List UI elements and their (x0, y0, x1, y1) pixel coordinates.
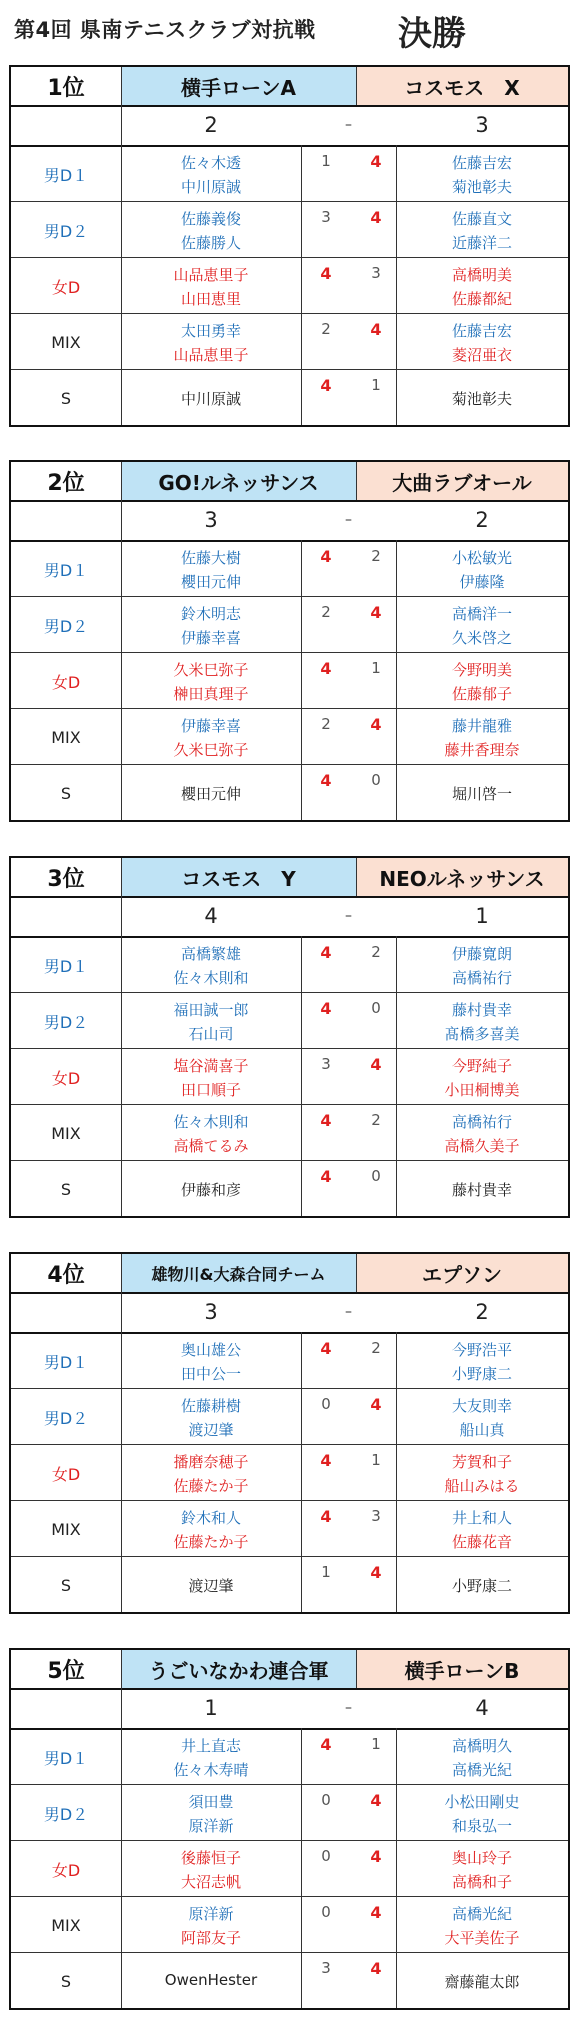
game-row (11, 314, 568, 370)
game-row (11, 258, 568, 314)
game-row (11, 1105, 568, 1161)
player-b: 佐藤吉宏 (451, 322, 512, 340)
game-score-a: 1 (321, 1563, 331, 1581)
game-category: S (60, 1971, 72, 1991)
player-a: 原洋新 (188, 1905, 234, 1923)
game-score-a: 4 (320, 943, 332, 962)
title-row (11, 858, 568, 896)
game-row (11, 1785, 568, 1841)
player-a: 高橋てるみ (173, 1137, 249, 1155)
match-block (9, 856, 570, 1218)
player-a: 山田恵里 (180, 290, 241, 308)
team-b-total: 1 (475, 904, 489, 928)
player-b: 菱沼亜衣 (451, 346, 512, 364)
game-category: 男D２ (43, 616, 89, 636)
score-dash: – (345, 1700, 352, 1716)
game-row (11, 709, 568, 765)
game-category: 男D１ (43, 1748, 89, 1768)
player-a: 佐藤耕樹 (180, 1397, 241, 1415)
team-a-name: コスモス Y (121, 858, 356, 896)
player-b: 船山真 (459, 1421, 505, 1439)
rank-label: 2位 (47, 470, 85, 496)
player-a: 田中公一 (180, 1365, 241, 1383)
player-a: 佐々木透 (180, 154, 241, 172)
total-score-row (11, 896, 568, 936)
player-b: 藤井龍雅 (451, 717, 512, 735)
game-category: MIX (51, 1915, 81, 1935)
divider (396, 1332, 397, 1612)
player-a: 井上直志 (180, 1737, 241, 1755)
divider (356, 462, 357, 500)
game-row (11, 1389, 568, 1445)
game-row (11, 202, 568, 258)
player-b: 菊池彰夫 (451, 390, 512, 408)
total-score-row (11, 500, 568, 540)
game-score-b: 4 (370, 208, 382, 227)
game-score-b: 1 (371, 659, 381, 677)
divider (356, 1254, 357, 1292)
player-b: 高橋久美子 (444, 1137, 520, 1155)
game-category: 女D (51, 1860, 81, 1880)
game-score-a: 4 (320, 376, 332, 395)
game-score-a: 4 (320, 771, 332, 790)
team-a-total: 3 (204, 1300, 218, 1324)
player-b: 今野明美 (451, 661, 512, 679)
player-a: 鈴木和人 (180, 1509, 241, 1527)
game-score-b: 4 (370, 715, 382, 734)
game-category: 女D (51, 1068, 81, 1088)
title-row (11, 1254, 568, 1292)
game-score-a: 0 (321, 1903, 331, 1921)
total-score-row (11, 1292, 568, 1332)
player-b: 大友則幸 (451, 1397, 512, 1415)
divider (121, 858, 122, 1216)
divider (301, 936, 302, 1216)
game-row (11, 1161, 568, 1217)
game-row (11, 1897, 568, 1953)
match-block (9, 460, 570, 822)
player-a: 櫻田元伸 (180, 573, 241, 591)
player-a: 奥山雄公 (180, 1341, 241, 1359)
player-b: 佐藤花音 (451, 1533, 512, 1551)
game-score-b: 4 (370, 152, 382, 171)
game-category: 女D (51, 277, 81, 297)
game-score-a: 0 (321, 1847, 331, 1865)
game-score-a: 4 (320, 1339, 332, 1358)
game-category: S (60, 1575, 72, 1595)
game-category: 男D２ (43, 1804, 89, 1824)
match-block (9, 1648, 570, 2010)
player-b: 佐藤都紀 (451, 290, 512, 308)
game-score-b: 4 (370, 320, 382, 339)
game-row (11, 1953, 568, 2009)
player-a: 田口順子 (180, 1081, 241, 1099)
player-b: 今野純子 (451, 1057, 512, 1075)
player-a: 佐藤勝人 (180, 234, 241, 252)
game-score-a: 4 (320, 1735, 332, 1754)
player-a: 福田誠一郎 (173, 1001, 249, 1019)
player-b: 小野康二 (451, 1577, 512, 1595)
game-category: 男D２ (43, 221, 89, 241)
game-category: MIX (51, 332, 81, 352)
player-b: 船山みはる (444, 1477, 520, 1495)
player-a: 大沼志帆 (180, 1873, 241, 1891)
match-block (9, 1252, 570, 1614)
game-score-a: 3 (321, 1055, 331, 1073)
rank-label: 1位 (47, 75, 85, 101)
team-a-name: 横手ローンA (121, 67, 356, 105)
player-b: 高橋祐行 (451, 1113, 512, 1131)
game-row (11, 765, 568, 821)
game-score-b: 0 (371, 1167, 381, 1185)
game-category: 女D (51, 672, 81, 692)
player-a: 伊藤幸喜 (180, 717, 241, 735)
player-a: 阿部友子 (180, 1929, 241, 1947)
player-b: 齋藤龍太郎 (444, 1973, 520, 1991)
score-dash: – (345, 1304, 352, 1320)
player-b: 大平美佐子 (444, 1929, 520, 1947)
team-a-total: 4 (204, 904, 218, 928)
game-score-b: 4 (370, 1395, 382, 1414)
game-score-b: 1 (371, 376, 381, 394)
game-score-a: 0 (321, 1395, 331, 1413)
player-b: 高橋明久 (451, 1737, 512, 1755)
player-a: 鈴木明志 (180, 605, 241, 623)
team-a-total: 1 (204, 1696, 218, 1720)
player-a: 伊藤和彦 (180, 1181, 241, 1199)
team-a-total: 2 (204, 113, 218, 137)
game-category: S (60, 783, 72, 803)
divider (396, 145, 397, 425)
game-score-b: 4 (370, 1055, 382, 1074)
game-row (11, 370, 568, 426)
divider (121, 462, 122, 820)
game-score-a: 4 (320, 1507, 332, 1526)
game-score-a: 4 (320, 1167, 332, 1186)
total-score-row (11, 105, 568, 145)
divider (121, 1254, 122, 1612)
game-score-a: 4 (320, 547, 332, 566)
game-score-a: 4 (320, 1111, 332, 1130)
game-category: 男D２ (43, 1012, 89, 1032)
team-b-total: 4 (475, 1696, 489, 1720)
team-a-total: 3 (204, 508, 218, 532)
player-b: 藤井香理奈 (444, 741, 520, 759)
team-b-name: 横手ローンB (356, 1650, 568, 1688)
player-a: 原洋新 (188, 1817, 234, 1835)
player-a: 佐藤たか子 (173, 1533, 249, 1551)
page-title: 第4回 県南テニスクラブ対抗戦 (14, 18, 316, 42)
divider (301, 1332, 302, 1612)
player-b: 高橋祐行 (451, 969, 512, 987)
divider (121, 67, 122, 425)
score-dash: – (345, 512, 352, 528)
team-b-total: 2 (475, 1300, 489, 1324)
game-category: 男D２ (43, 1408, 89, 1428)
game-category: 女D (51, 1464, 81, 1484)
divider (356, 1650, 357, 1688)
game-category: S (60, 388, 72, 408)
player-a: 佐藤大樹 (180, 549, 241, 567)
player-b: 高橋洋一 (451, 605, 512, 623)
score-dash: – (345, 908, 352, 924)
game-score-a: 1 (321, 152, 331, 170)
game-score-b: 3 (371, 264, 381, 282)
game-row (11, 597, 568, 653)
team-b-total: 3 (475, 113, 489, 137)
player-a: 渡辺肇 (188, 1577, 234, 1595)
game-score-a: 2 (321, 715, 331, 733)
player-a: 佐々木則和 (173, 1113, 249, 1131)
player-b: 近藤洋二 (451, 234, 512, 252)
divider (396, 936, 397, 1216)
player-b: 菊池彰夫 (451, 178, 512, 196)
rank-label: 3位 (47, 866, 85, 892)
player-a: 久米巳弥子 (173, 661, 249, 679)
player-a: 塩谷満喜子 (173, 1057, 249, 1075)
player-a: 久米巳弥子 (173, 741, 249, 759)
player-a: 石山司 (188, 1025, 234, 1043)
divider (396, 1728, 397, 2008)
player-a: 太田勇幸 (180, 322, 241, 340)
divider (301, 540, 302, 820)
score-dash: – (345, 117, 352, 133)
player-a: 佐藤義俊 (180, 210, 241, 228)
team-a-name: うごいなかわ連合軍 (121, 1650, 356, 1688)
match-block (9, 65, 570, 427)
game-score-a: 4 (320, 264, 332, 283)
player-b: 小田桐博美 (444, 1081, 520, 1099)
divider (356, 67, 357, 105)
player-a: 中川原誠 (180, 390, 241, 408)
player-b: 今野浩平 (451, 1341, 512, 1359)
game-row (11, 146, 568, 202)
game-score-b: 2 (371, 547, 381, 565)
divider (301, 145, 302, 425)
page-header (0, 0, 580, 60)
rank-label: 4位 (47, 1262, 85, 1288)
divider (356, 858, 357, 896)
rank-label: 5位 (47, 1658, 85, 1684)
player-a: OwenHester (164, 1971, 258, 1989)
game-category: 男D１ (43, 956, 89, 976)
player-a: 山品恵里子 (173, 266, 249, 284)
player-a: 佐藤たか子 (173, 1477, 249, 1495)
player-a: 渡辺肇 (188, 1421, 234, 1439)
game-category: 男D１ (43, 165, 89, 185)
game-score-b: 4 (370, 1847, 382, 1866)
game-score-b: 4 (370, 1959, 382, 1978)
player-a: 榊田真理子 (173, 685, 249, 703)
team-b-name: コスモス X (356, 67, 568, 105)
player-b: 藤村貴幸 (451, 1001, 512, 1019)
player-a: 須田豊 (188, 1793, 234, 1811)
game-score-b: 1 (371, 1735, 381, 1753)
game-score-b: 2 (371, 1111, 381, 1129)
team-a-name: GO!ルネッサンス (121, 462, 356, 500)
player-b: 高橋明美 (451, 266, 512, 284)
game-category: 男D１ (43, 1352, 89, 1372)
team-b-name: NEOルネッサンス (356, 858, 568, 896)
game-score-a: 4 (320, 1451, 332, 1470)
player-a: 山品恵里子 (173, 346, 249, 364)
game-category: 男D１ (43, 560, 89, 580)
game-row (11, 1841, 568, 1897)
game-score-b: 4 (370, 1563, 382, 1582)
game-score-b: 4 (370, 1903, 382, 1922)
team-b-total: 2 (475, 508, 489, 532)
game-row (11, 1049, 568, 1105)
game-row (11, 1501, 568, 1557)
player-a: 佐々木則和 (173, 969, 249, 987)
player-b: 和泉弘一 (451, 1817, 512, 1835)
game-row (11, 541, 568, 597)
game-score-a: 0 (321, 1791, 331, 1809)
player-b: 伊藤隆 (459, 573, 505, 591)
player-b: 堀川啓一 (451, 785, 512, 803)
total-score-row (11, 1688, 568, 1728)
game-score-b: 3 (371, 1507, 381, 1525)
game-row (11, 1445, 568, 1501)
player-a: 佐々木寿晴 (173, 1761, 249, 1779)
game-row (11, 1333, 568, 1389)
game-score-b: 0 (371, 771, 381, 789)
player-b: 高橋光紀 (451, 1761, 512, 1779)
game-score-b: 0 (371, 999, 381, 1017)
game-score-a: 2 (321, 603, 331, 621)
game-score-b: 2 (371, 1339, 381, 1357)
game-category: S (60, 1179, 72, 1199)
player-b: 小松田剛史 (444, 1793, 520, 1811)
game-row (11, 1557, 568, 1613)
game-row (11, 653, 568, 709)
player-b: 藤村貴幸 (451, 1181, 512, 1199)
player-a: 櫻田元伸 (180, 785, 241, 803)
player-a: 後藤恒子 (180, 1849, 241, 1867)
title-row (11, 462, 568, 500)
game-row (11, 993, 568, 1049)
game-category: MIX (51, 1123, 81, 1143)
player-b: 高橋光紀 (451, 1905, 512, 1923)
stage-title: 決勝 (398, 14, 466, 54)
player-b: 芳賀和子 (451, 1453, 512, 1471)
game-score-a: 3 (321, 1959, 331, 1977)
game-category: MIX (51, 1519, 81, 1539)
player-a: 伊藤幸喜 (180, 629, 241, 647)
game-score-b: 2 (371, 943, 381, 961)
player-b: 井上和人 (451, 1509, 512, 1527)
team-a-name: 雄物川&大森合同チーム (121, 1254, 356, 1292)
player-b: 佐藤吉宏 (451, 154, 512, 172)
team-b-name: エプソン (356, 1254, 568, 1292)
game-score-a: 2 (321, 320, 331, 338)
player-b: 高橋和子 (451, 1873, 512, 1891)
game-row (11, 937, 568, 993)
player-b: 佐藤直文 (451, 210, 512, 228)
player-a: 播磨奈穂子 (173, 1453, 249, 1471)
player-b: 小野康二 (451, 1365, 512, 1383)
divider (121, 1650, 122, 2008)
player-b: 髙橋多喜美 (444, 1025, 520, 1043)
player-b: 伊藤寛朗 (451, 945, 512, 963)
game-score-b: 1 (371, 1451, 381, 1469)
game-score-a: 4 (320, 659, 332, 678)
player-b: 佐藤郁子 (451, 685, 512, 703)
player-b: 久米啓之 (451, 629, 512, 647)
player-a: 高橋繁雄 (180, 945, 241, 963)
game-score-a: 4 (320, 999, 332, 1018)
team-b-name: 大曲ラブオール (356, 462, 568, 500)
title-row (11, 67, 568, 105)
game-score-b: 4 (370, 603, 382, 622)
game-score-a: 3 (321, 208, 331, 226)
game-category: MIX (51, 727, 81, 747)
divider (301, 1728, 302, 2008)
player-b: 小松敏光 (451, 549, 512, 567)
game-score-b: 4 (370, 1791, 382, 1810)
player-a: 中川原誠 (180, 178, 241, 196)
player-b: 奥山玲子 (451, 1849, 512, 1867)
divider (396, 540, 397, 820)
game-row (11, 1729, 568, 1785)
title-row (11, 1650, 568, 1688)
